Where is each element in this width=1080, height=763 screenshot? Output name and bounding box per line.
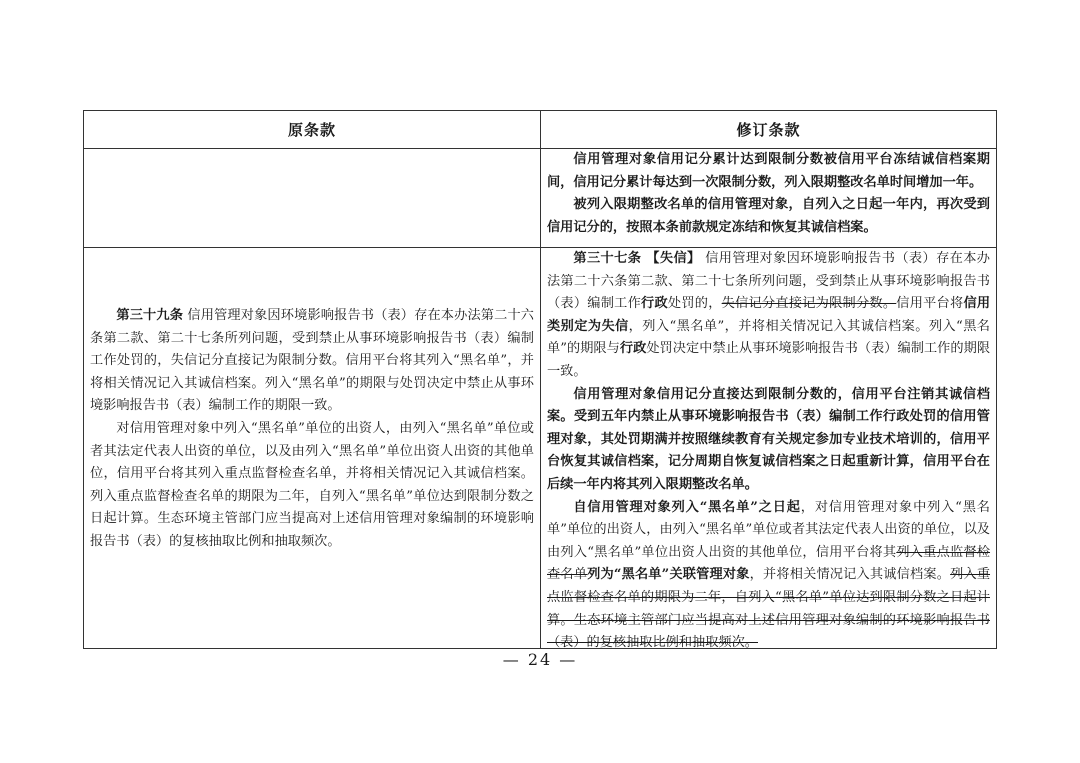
revised-paragraph-2: 信用管理对象信用记分直接达到限制分数的，信用平台注销其诚信档案。受到五年内禁止从事环境影响报告书（表）编制工作行政处罚的信用管理对象，其处罚期满并按照继续教育有关规定参加专业技术培训的，信用平台恢复其诚信档案，记分周期自恢复诚信档案之日起重新计算，信用平台在后续一年内将其列入限期整改名单。 xyxy=(547,386,990,492)
revised-text-segment: ，对信用管理对象中列入“黑名单”单位的出资人，由列入“黑名单”单位或者其法定代表人出资的单位，以及由列入“黑名单”单位出资人出资的其他单位，信用平台将其 xyxy=(547,499,990,560)
revised-inserted-text: 列为“黑名单”关联管理对象 xyxy=(587,567,750,583)
revised-deleted-text: 失信记分直接记为限制分数。 xyxy=(721,296,897,312)
row2-original-cell xyxy=(84,305,540,554)
revised-text-segment: ，列入“黑名单”，并将相关情况记入其诚信档案。列入“黑名单”的期限与 xyxy=(547,318,990,357)
row1-revised-cell xyxy=(541,149,996,239)
revised-text-segment: 信用管理对象因环境影响报告书（表）存在本办法第二十六条第二款、第二十七条所列问题，受到禁止从事环境影响报告书（表）编制工作 xyxy=(547,251,990,312)
header-original: 原条款 xyxy=(287,121,336,139)
revised-article-tag: 【失信】 xyxy=(641,251,701,266)
revised-text-segment: 信用平台将 xyxy=(896,296,964,312)
revised-deleted-text: 列入重点监督检查名单 xyxy=(547,544,991,583)
revised-deleted-text: 列入重点监督检查名单的期限为二年，自列入“黑名单”单位达到限制分数之日起计算。生态环境主管部门应当提高对上述信用管理对象编制的环境影响报告书（表）的复核抽取比例和抽取频次。 xyxy=(547,567,991,651)
original-paragraph-1-text: 信用管理对象因环境影响报告书（表）存在本办法第二十六条第二款、第二十七条所列问题，受到禁止从事环境影响报告书（表）编制工作处罚的，失信记分直接记为限制分数。信用平台将其列入“黑名单”，并将相关情况记入其诚信档案。列入“黑名单”的期限与处罚决定中禁止从事环境影响报告书（表）编制工作的期限一致。 xyxy=(90,308,534,414)
original-paragraph-1 xyxy=(90,305,534,418)
revised-inserted-text: 自信用管理对象列入“黑名单”之日起 xyxy=(573,499,801,515)
original-paragraph-2: 对信用管理对象中列入“黑名单”单位的出资人，由列入“黑名单”单位或者其法定代表人出资的单位，以及由列入“黑名单”单位出资人出资的其他单位，信用平台将其列入重点监督检查名单，并将相关情况记入其诚信档案。列入重点监督检查名单的期限为二年，自列入“黑名单”单位达到限制分数之日起计算。生态环境主管部门应当提高对上述信用管理对象编制的环境影响报告书（表）的复核抽取比例和抽取频次。 xyxy=(90,420,534,549)
row2-revised-cell xyxy=(541,248,996,655)
revised-text-segment: 处罚决定中禁止从事环境影响报告书（表）编制工作的期限一致。 xyxy=(547,341,991,379)
comparison-table xyxy=(83,110,997,649)
page-number: — 24 — xyxy=(502,650,578,669)
revised-text-segment: ，并将相关情况记入其诚信档案。 xyxy=(749,567,951,583)
revised-paragraph-1 xyxy=(547,248,990,384)
revised-text-segment: 处罚的， xyxy=(667,296,722,312)
revised-inserted-text: 行政 xyxy=(619,341,647,357)
row1-revised-paragraph-1: 信用管理对象信用记分累计达到限制分数被信用平台冻结诚信档案期间，信用记分累计每达到一次限制分数，列入限期整改名单时间增加一年。 xyxy=(547,152,990,190)
row1-revised-paragraph-2: 被列入限期整改名单的信用管理对象，自列入之日起一年内，再次受到信用记分的，按照本条前款规定冻结和恢复其诚信档案。 xyxy=(547,197,990,235)
revised-article-number: 第三十七条 xyxy=(573,251,642,266)
revised-inserted-text: 信用类别定为失信 xyxy=(547,296,991,334)
revised-paragraph-3 xyxy=(547,497,990,655)
header-revised: 修订条款 xyxy=(736,121,801,139)
original-article-number: 第三十九条 xyxy=(116,308,184,323)
revised-inserted-text: 行政 xyxy=(641,296,668,312)
